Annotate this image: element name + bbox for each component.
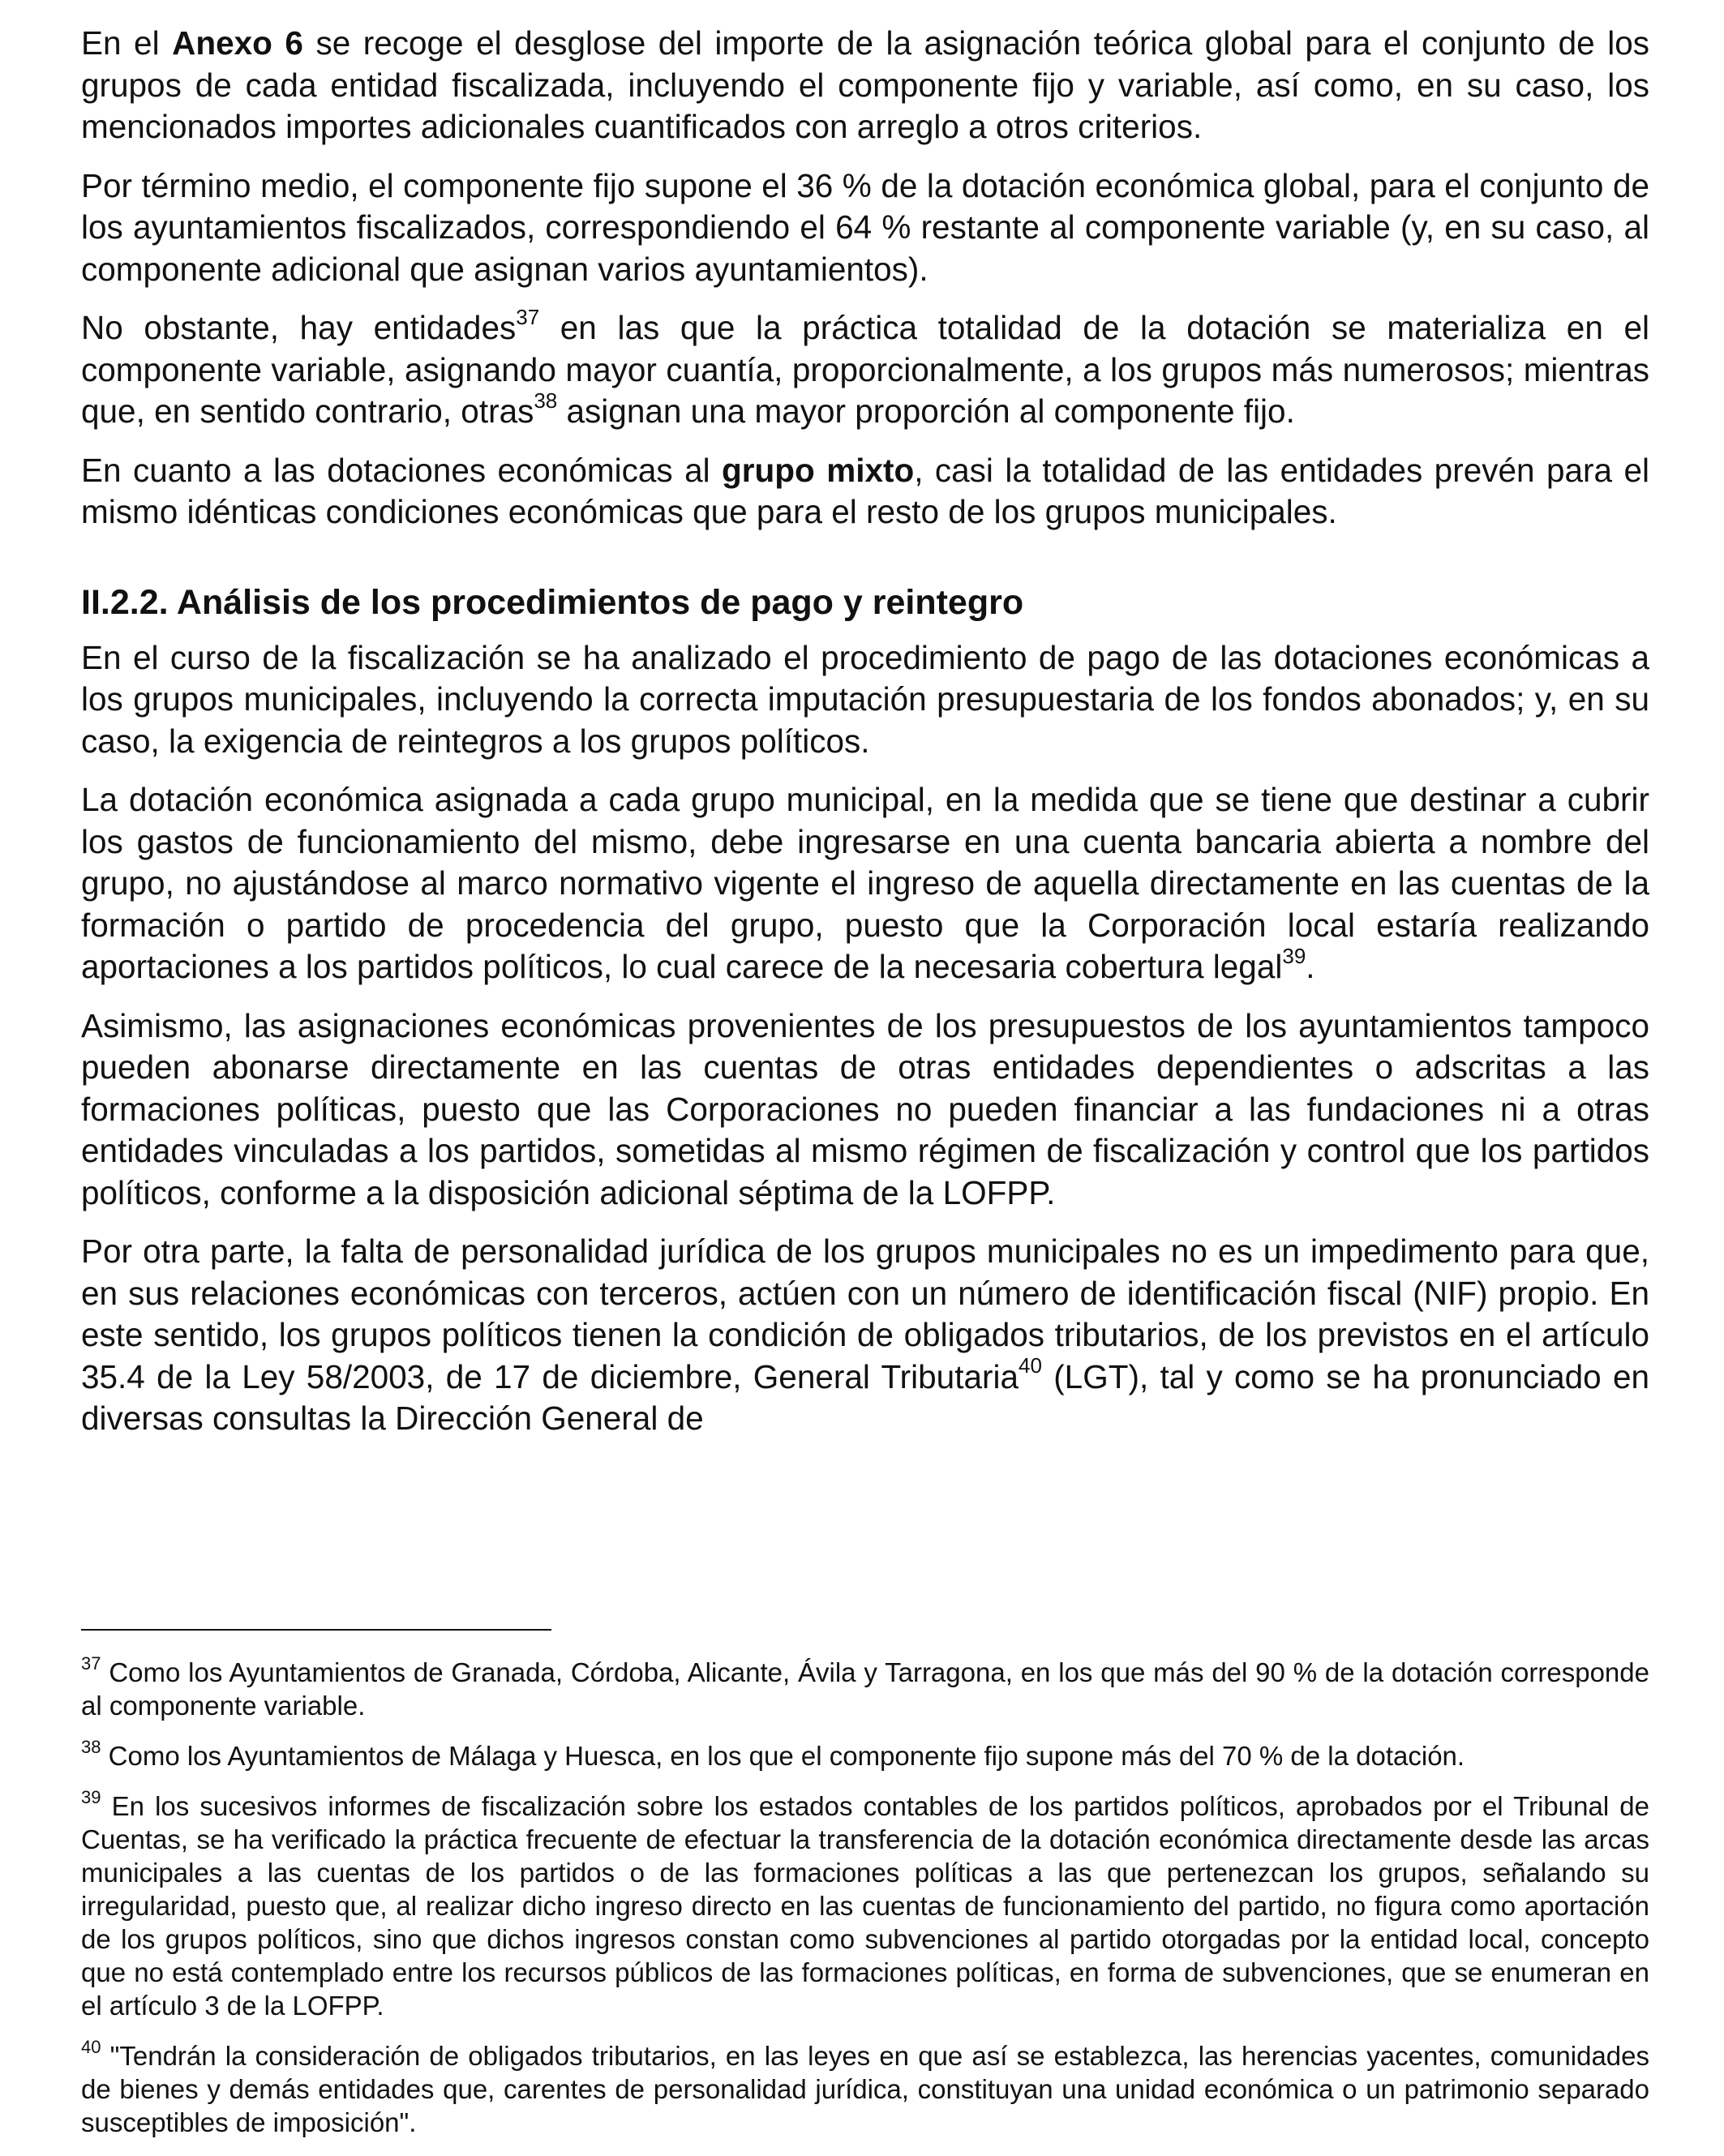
footnote-number: 40 (81, 2037, 101, 2057)
footnote-ref-40[interactable]: 40 (1019, 1353, 1042, 1378)
paragraph-anexo-6: En el Anexo 6 se recoge el desglose del importe de la asignación teórica global para el conjunto de los grupos de cada entidad fiscalizada, incluyendo el componente fijo y variable, así como, en su caso, los mencionados importes adicionales cuantificados con arreglo a otros criterios. (81, 24, 1649, 145)
bold-anexo-6: Anexo 6 (172, 24, 303, 62)
footnote-ref-37[interactable]: 37 (516, 304, 540, 329)
footnote-40: $^{40}$ "Tendrán la consideración de obligados tributarios, en las leyes en que así se establezca, las herencias yacentes, comunidades de bienes y demás entidades que, carentes de personalidad jurídica, constituyan una unidad económica o un patrimonio separado susceptibles de imposición". (81, 2037, 1649, 2137)
footnote-38: $^{38}$ Como los Ayuntamientos de Málaga y Huesca, en los que el componente fijo supone más del 70 % de la dotación. (81, 1737, 1465, 1771)
bold-grupo-mixto: grupo mixto (722, 451, 915, 489)
footnote-number: 38 (81, 1737, 101, 1757)
section-heading: II.2.2. Análisis de los procedimientos de pago y reintegro (81, 582, 1024, 622)
footnote-37: $^{37}$ Como los Ayuntamientos de Granada, Córdoba, Alicante, Ávila y Tarragona, en los que más del 90 % de la dotación corresponde al componente variable. (81, 1653, 1649, 1721)
footnote-number: 37 (81, 1653, 101, 1674)
paragraph-curso-fiscalizacion: En el curso de la fiscalización se ha analizado el procedimiento de pago de las dotaciones económicas a los grupos municipales, incluyendo la correcta imputación presupuestaria de los fondos abonados; y, en su caso, la exigencia de reintegros a los grupos políticos. (81, 638, 1649, 760)
body-text (81, 23, 1649, 1440)
paragraph-no-obstante: No obstante, hay entidades$^{37}$ en las que la práctica totalidad de la dotación se materializa en el componente variable, asignando mayor cuantía, proporcionalmente, a los grupos más numerosos; mientras que, en sentido contrario, otras$^{38}$ asignan una mayor proporción al componente fijo. (81, 304, 1649, 430)
footnote-divider (81, 1629, 551, 1631)
paragraph-personalidad-juridica: Por otra parte, la falta de personalidad jurídica de los grupos municipales no es un impedimento para que, en sus relaciones económicas con terceros, actúen con un número de identificación fiscal (NIF) propio. En este sentido, los grupos políticos tienen la condición de obligados tributarios, de los previstos en el artículo 35.4 de la Ley 58/2003, de 17 de diciembre, General Tributaria$^{40}$ (LGT), tal y como se ha pronunciado en diversas consultas la Dirección General de (81, 1232, 1649, 1437)
footnote-number: 39 (81, 1787, 101, 1807)
footnote-39: $^{39}$ En los sucesivos informes de fiscalización sobre los estados contables de los partidos políticos, aprobados por el Tribunal de Cuentas, se ha verificado la práctica frecuente de efectuar la transferencia de la dotación económica directamente desde las arcas municipales a las cuentas de los partidos o de las formaciones políticas a las que pertenezcan los grupos, señalando su irregularidad, puesto que, al realizar dicho ingreso directo en las cuentas de funcionamiento del partido, no figura como aportación de los grupos políticos, sino que dichos ingresos constan como subvenciones al partido otorgadas por la entidad local, concepto que no está contemplado entre los recursos públicos de las formaciones políticas, en forma de subvenciones, que se enumeran en el artículo 3 de la LOFPP. (81, 1787, 1649, 2021)
paragraph-dotacion-economica: La dotación económica asignada a cada grupo municipal, en la medida que se tiene que destinar a cubrir los gastos de funcionamiento del mismo, debe ingresarse en una cuenta bancaria abierta a nombre del grupo, no ajustándose al marco normativo vigente el ingreso de aquella directamente en las cuentas de la formación o partido de procedencia del grupo, puesto que la Corporación local estaría realizando aportaciones a los partidos políticos, lo cual carece de la necesaria cobertura legal$^{39}$. (81, 781, 1649, 985)
paragraph-asimismo: Asimismo, las asignaciones económicas provenientes de los presupuestos de los ayuntamientos tampoco pueden abonarse directamente en las cuentas de otras entidades dependientes o adscritas a las formaciones políticas, puesto que las Corporaciones no pueden financiar a las fundaciones ni a otras entidades vinculadas a los partidos, sometidas al mismo régimen de fiscalización y control que los partidos políticos, conforme a la disposición adicional séptima de la LOFPP. (81, 1006, 1649, 1211)
footnote-ref-38[interactable]: 38 (534, 388, 558, 413)
footnotes (81, 1653, 1649, 2156)
footnote-ref-39[interactable]: 39 (1282, 943, 1306, 968)
paragraph-grupo-mixto: En cuanto a las dotaciones económicas al grupo mixto, casi la totalidad de las entidades prevén para el mismo idénticas condiciones económicas que para el resto de los grupos municipales. (81, 451, 1649, 530)
paragraph-componente-fijo: Por término medio, el componente fijo supone el 36 % de la dotación económica global, para el conjunto de los ayuntamientos fiscalizados, correspondiendo el 64 % restante al componente variable (y, en su caso, al componente adicional que asignan varios ayuntamientos). (81, 166, 1649, 288)
